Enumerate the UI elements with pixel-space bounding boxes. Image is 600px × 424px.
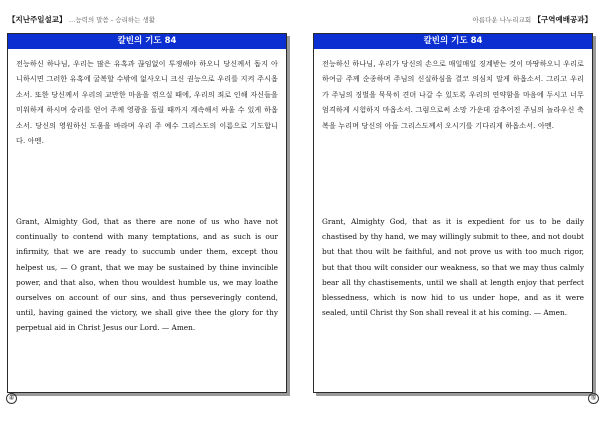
right-page-number: ⑤ [588, 393, 599, 404]
right-page-header [473, 14, 592, 25]
right-page [300, 0, 600, 424]
right-prayer-title: 칼빈의 기도 84 [314, 34, 592, 49]
right-korean-prayer: 전능하신 하나님, 우리가 당신의 손으로 매일매일 징계받는 것이 마땅하오니 우리로 하여금 주께 순종하며 주님의 신실하심을 결코 의심치 말게 하옵소서. 그리고 우리가 주님의 징벌을 묵묵히 견뎌 나갈 수 있도록 우리의 연약함을 마음에 두시고 너무 엄격하게 시험하지 마옵소서. 그럼으로써 소망 가운데 감추어진 주님의 놀라우신 축복을 누리며 당신의 아들 그리스도께서 오시기를 기다리게 하옵소서. 아멘. [322, 59, 584, 130]
left-prayer-box [7, 33, 287, 393]
left-korean-prayer: 전능하신 하나님, 우리는 많은 유혹과 끊임없이 투쟁해야 하오니 당신께서 돕지 아니하시면 그러한 유혹에 굴복할 수밖에 없사오니 크신 권능으로 우리를 지켜 주시옵소서. 또한 당신께서 우리의 교만한 마음을 꺾으실 때에, 우리의 죄로 인해 자신들을 미워하게 하시며 승리를 얻어 주께 영광을 돌릴 때까지 계속해서 싸울 수 있게 하옵소서. 당신의 영원하신 도움을 바라며 우리 주 예수 그리스도의 이름으로 기도합니다. 아멘. [16, 59, 278, 146]
left-header-tag: 【지난주일설교】 [8, 15, 67, 24]
left-header-subtitle: …능력의 말씀 - 승리하는 생활 [68, 16, 156, 24]
right-header-tag: 【구역예배공과】 [533, 15, 592, 24]
right-prayer-box [313, 33, 593, 393]
right-header-subtitle: 아름다운 나누리교회 [472, 16, 532, 24]
left-page-number: ④ [6, 393, 17, 404]
left-page-header [8, 14, 155, 25]
left-english-prayer: Grant, Almighty God, that as there are none of us who have not continually to contend with many temptations, and as such is our infirmity, that we are ready to succumb under them, except thou helpest us, — O grant, that we may be sustained by thine invincible power, and that also, when thou wouldest humble us, we may loathe ourselves on account of our sins, and thus perseveringly contend, until, having gained the victory, we shall give thee the glory for thy perpetual aid in Christ Jesus our Lord. — Amen. [16, 217, 278, 333]
left-prayer-title: 칼빈의 기도 84 [8, 34, 286, 49]
right-english-prayer: Grant, Almighty God, that as it is expedient for us to be daily chastised by thy hand, we may willingly submit to thee, and not doubt but that thou wilt be faithful, and not prove us with too much rigor, but that thou wilt consider our weakness, so that we may thus calmly bear all thy chastisements, until we shall at length enjoy that perfect blessedness, which is now hid to us under hope, and as it were sealed, until Christ thy Son shall reveal it at his coming. — Amen. [322, 217, 584, 318]
